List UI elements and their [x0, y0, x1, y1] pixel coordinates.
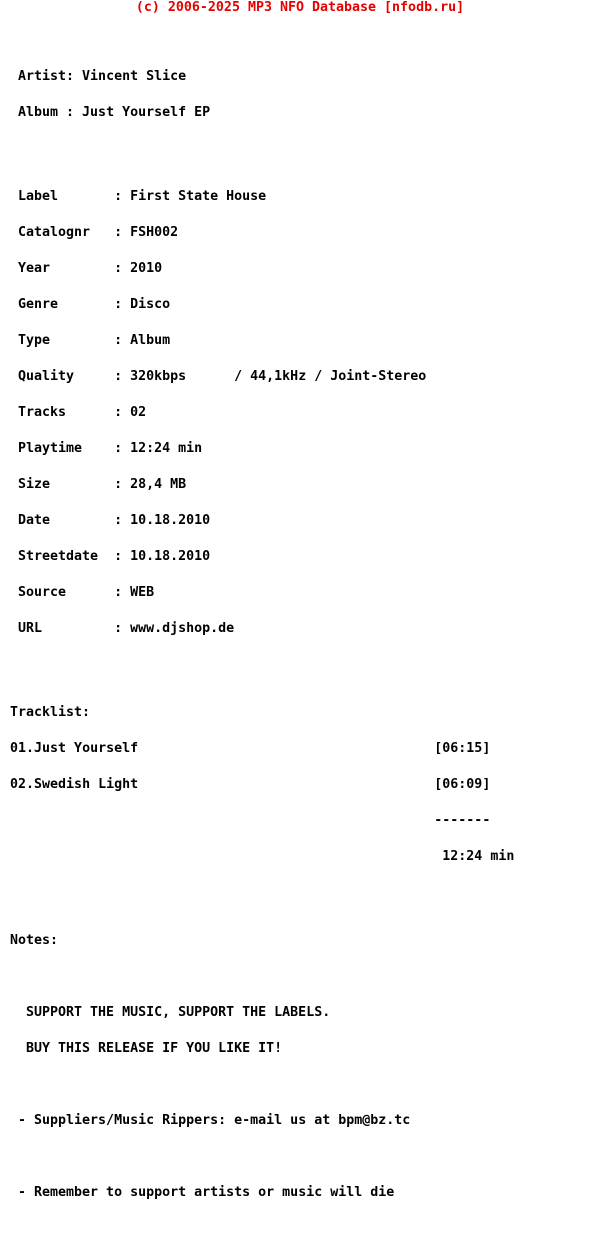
notes-heading-text: Notes:	[10, 933, 59, 948]
field-value: www.djshop.de	[130, 621, 235, 636]
field-value: 10.18.2010	[130, 549, 211, 564]
field-label: Year	[18, 261, 51, 276]
field-label: Tracks	[18, 405, 67, 420]
tracklist-divider: -------	[434, 813, 491, 828]
colon: :	[114, 369, 123, 384]
track-title: Just Yourself	[34, 741, 139, 756]
blank-line	[10, 1079, 426, 1091]
field-row-playtime	[10, 443, 426, 455]
field-row-source	[10, 587, 426, 599]
field-value: Disco	[130, 297, 171, 312]
field-label: Size	[18, 477, 51, 492]
track-number: 01	[10, 741, 27, 756]
blank-line	[10, 671, 426, 683]
field-value: 12:24 min	[130, 441, 203, 456]
header-copyright: (c) 2006-2025 MP3 NFO Database [nfodb.ru]	[135, 0, 465, 15]
colon: :	[114, 477, 123, 492]
notes-heading	[10, 935, 426, 947]
field-value: Album	[130, 333, 171, 348]
field-value: 320kbps / 44,1kHz / Joint-Stereo	[130, 369, 427, 384]
field-value: FSH002	[130, 225, 179, 240]
field-row-type	[10, 335, 426, 347]
note-line	[10, 1115, 426, 1127]
colon: :	[114, 585, 123, 600]
field-row-catalognr	[10, 227, 426, 239]
field-value: 10.18.2010	[130, 513, 211, 528]
track-row	[10, 741, 491, 756]
album-value: Just Yourself EP	[82, 105, 211, 120]
field-value: 02	[130, 405, 147, 420]
blank-line	[10, 1151, 426, 1163]
field-label: Genre	[18, 297, 59, 312]
colon: :	[114, 441, 123, 456]
field-label: Label	[18, 189, 59, 204]
field-row-label	[10, 191, 426, 203]
field-value: WEB	[130, 585, 155, 600]
album-label: Album	[18, 105, 59, 120]
tracklist-divider-row	[10, 813, 491, 828]
field-row-tracks	[10, 407, 426, 419]
colon: :	[114, 225, 123, 240]
field-value: 28,4 MB	[130, 477, 187, 492]
blank-line	[10, 971, 426, 983]
dot: .	[26, 777, 35, 792]
artist-row	[10, 71, 426, 83]
field-label: Playtime	[18, 441, 83, 456]
field-label: Catalognr	[18, 225, 91, 240]
colon: :	[114, 621, 123, 636]
field-label: Date	[18, 513, 51, 528]
track-duration: [06:15]	[434, 741, 491, 756]
field-value: 2010	[130, 261, 163, 276]
colon: :	[114, 549, 123, 564]
field-label: Source	[18, 585, 67, 600]
field-row-genre	[10, 299, 426, 311]
colon: :	[114, 297, 123, 312]
field-label: URL	[18, 621, 43, 636]
tracklist-heading	[10, 707, 426, 719]
artist-value: Vincent Slice	[82, 69, 187, 84]
track-row	[10, 777, 491, 792]
tracklist-total-time: 12:24 min	[442, 849, 515, 864]
track-title: Swedish Light	[34, 777, 139, 792]
tracklist-total-row	[10, 849, 515, 864]
tracklist-heading-text: Tracklist:	[10, 705, 91, 720]
field-label: Streetdate	[18, 549, 99, 564]
colon: :	[114, 189, 123, 204]
track-number: 02	[10, 777, 27, 792]
nfo-text	[10, 35, 515, 1235]
field-value: First State House	[130, 189, 267, 204]
note-text: SUPPORT THE MUSIC, SUPPORT THE LABELS.	[26, 1005, 331, 1020]
field-label: Quality	[18, 369, 75, 384]
field-row-url	[10, 623, 426, 635]
field-row-date	[10, 515, 426, 527]
note-text: BUY THIS RELEASE IF YOU LIKE IT!	[26, 1041, 283, 1056]
blank-line	[10, 899, 426, 911]
colon: :	[66, 105, 75, 120]
note-line	[10, 1187, 426, 1199]
artist-label: Artist	[18, 69, 67, 84]
colon: :	[114, 333, 123, 348]
note-text: - Suppliers/Music Rippers: e-mail us at bpm@bz.tc	[18, 1113, 411, 1128]
colon: :	[114, 513, 123, 528]
note-line	[10, 1043, 426, 1055]
colon: :	[114, 405, 123, 420]
field-row-size	[10, 479, 426, 491]
track-duration: [06:09]	[434, 777, 491, 792]
field-row-quality	[10, 371, 426, 383]
colon: :	[66, 69, 75, 84]
blank-line	[10, 143, 426, 155]
field-row-year	[10, 263, 426, 275]
album-row	[10, 107, 426, 119]
colon: :	[114, 261, 123, 276]
field-row-streetdate	[10, 551, 426, 563]
field-label: Type	[18, 333, 51, 348]
note-line	[10, 1007, 426, 1019]
dot: .	[26, 741, 35, 756]
note-text: - Remember to support artists or music will die	[18, 1185, 395, 1200]
